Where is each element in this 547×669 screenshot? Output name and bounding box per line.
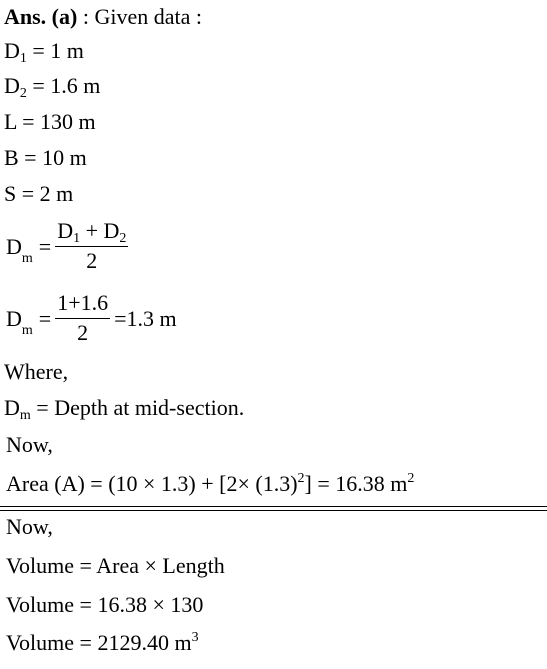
now-label-1: Now, bbox=[6, 432, 53, 457]
given-d2 bbox=[4, 73, 100, 99]
answer-label: Ans. (a) bbox=[4, 4, 78, 29]
d2-subscript: 2 bbox=[19, 86, 27, 101]
given-d1 bbox=[4, 38, 84, 64]
given-data-label: : Given data : bbox=[77, 4, 202, 29]
d2-value: = 1.6 m bbox=[26, 73, 101, 98]
formula1-fraction bbox=[55, 218, 128, 275]
area-equation: Area $(A) = (10 \times 1.3) + [2\times (1.3)^2] = 16.38$ $m^2$ bbox=[6, 471, 415, 496]
given-b: B = 10 m bbox=[4, 145, 87, 170]
now-label-2: Now, bbox=[6, 514, 53, 539]
formula1-lhs: $D_m$ bbox=[6, 233, 33, 266]
d1-symbol: D bbox=[4, 38, 20, 63]
formula2-numerator: 1+1.6 bbox=[55, 290, 110, 319]
formula1-denominator: 2 bbox=[86, 248, 98, 273]
given-l: L = 130 m bbox=[4, 109, 96, 134]
answer-heading bbox=[4, 4, 202, 30]
section-divider-bottom bbox=[0, 510, 547, 511]
given-s: S = 2 m bbox=[4, 181, 74, 206]
d1-subscript: 1 bbox=[19, 51, 27, 66]
formula1-numerator: $D_1 + D_2$ bbox=[57, 218, 127, 246]
formula-dm-general bbox=[6, 218, 132, 275]
formula1-equals: = bbox=[38, 233, 52, 259]
d2-symbol: D bbox=[4, 73, 20, 98]
formula1-lhs-subscript: m bbox=[21, 250, 33, 266]
formula2-lhs: $D_m$ bbox=[6, 305, 33, 338]
section-divider-top bbox=[0, 506, 547, 507]
formula2-fraction bbox=[55, 290, 110, 347]
volume-substitution: Volume = 16.38 × 130 bbox=[6, 592, 204, 617]
d1-value: = 1 m bbox=[26, 38, 84, 63]
volume-formula: Volume = Area × Length bbox=[6, 553, 225, 578]
volume-result: Volume = 2129.40 $m^3$ bbox=[6, 630, 199, 655]
formula2-lhs-subscript: m bbox=[21, 322, 33, 338]
dm-definition: $D_m$ = Depth at mid-section. bbox=[4, 395, 245, 423]
formula-dm-value bbox=[6, 290, 177, 347]
formula2-denominator: 2 bbox=[77, 320, 89, 345]
formula2-result: =1.3 m bbox=[114, 305, 177, 331]
where-label: Where, bbox=[4, 359, 69, 384]
formula2-equals: = bbox=[38, 305, 52, 331]
